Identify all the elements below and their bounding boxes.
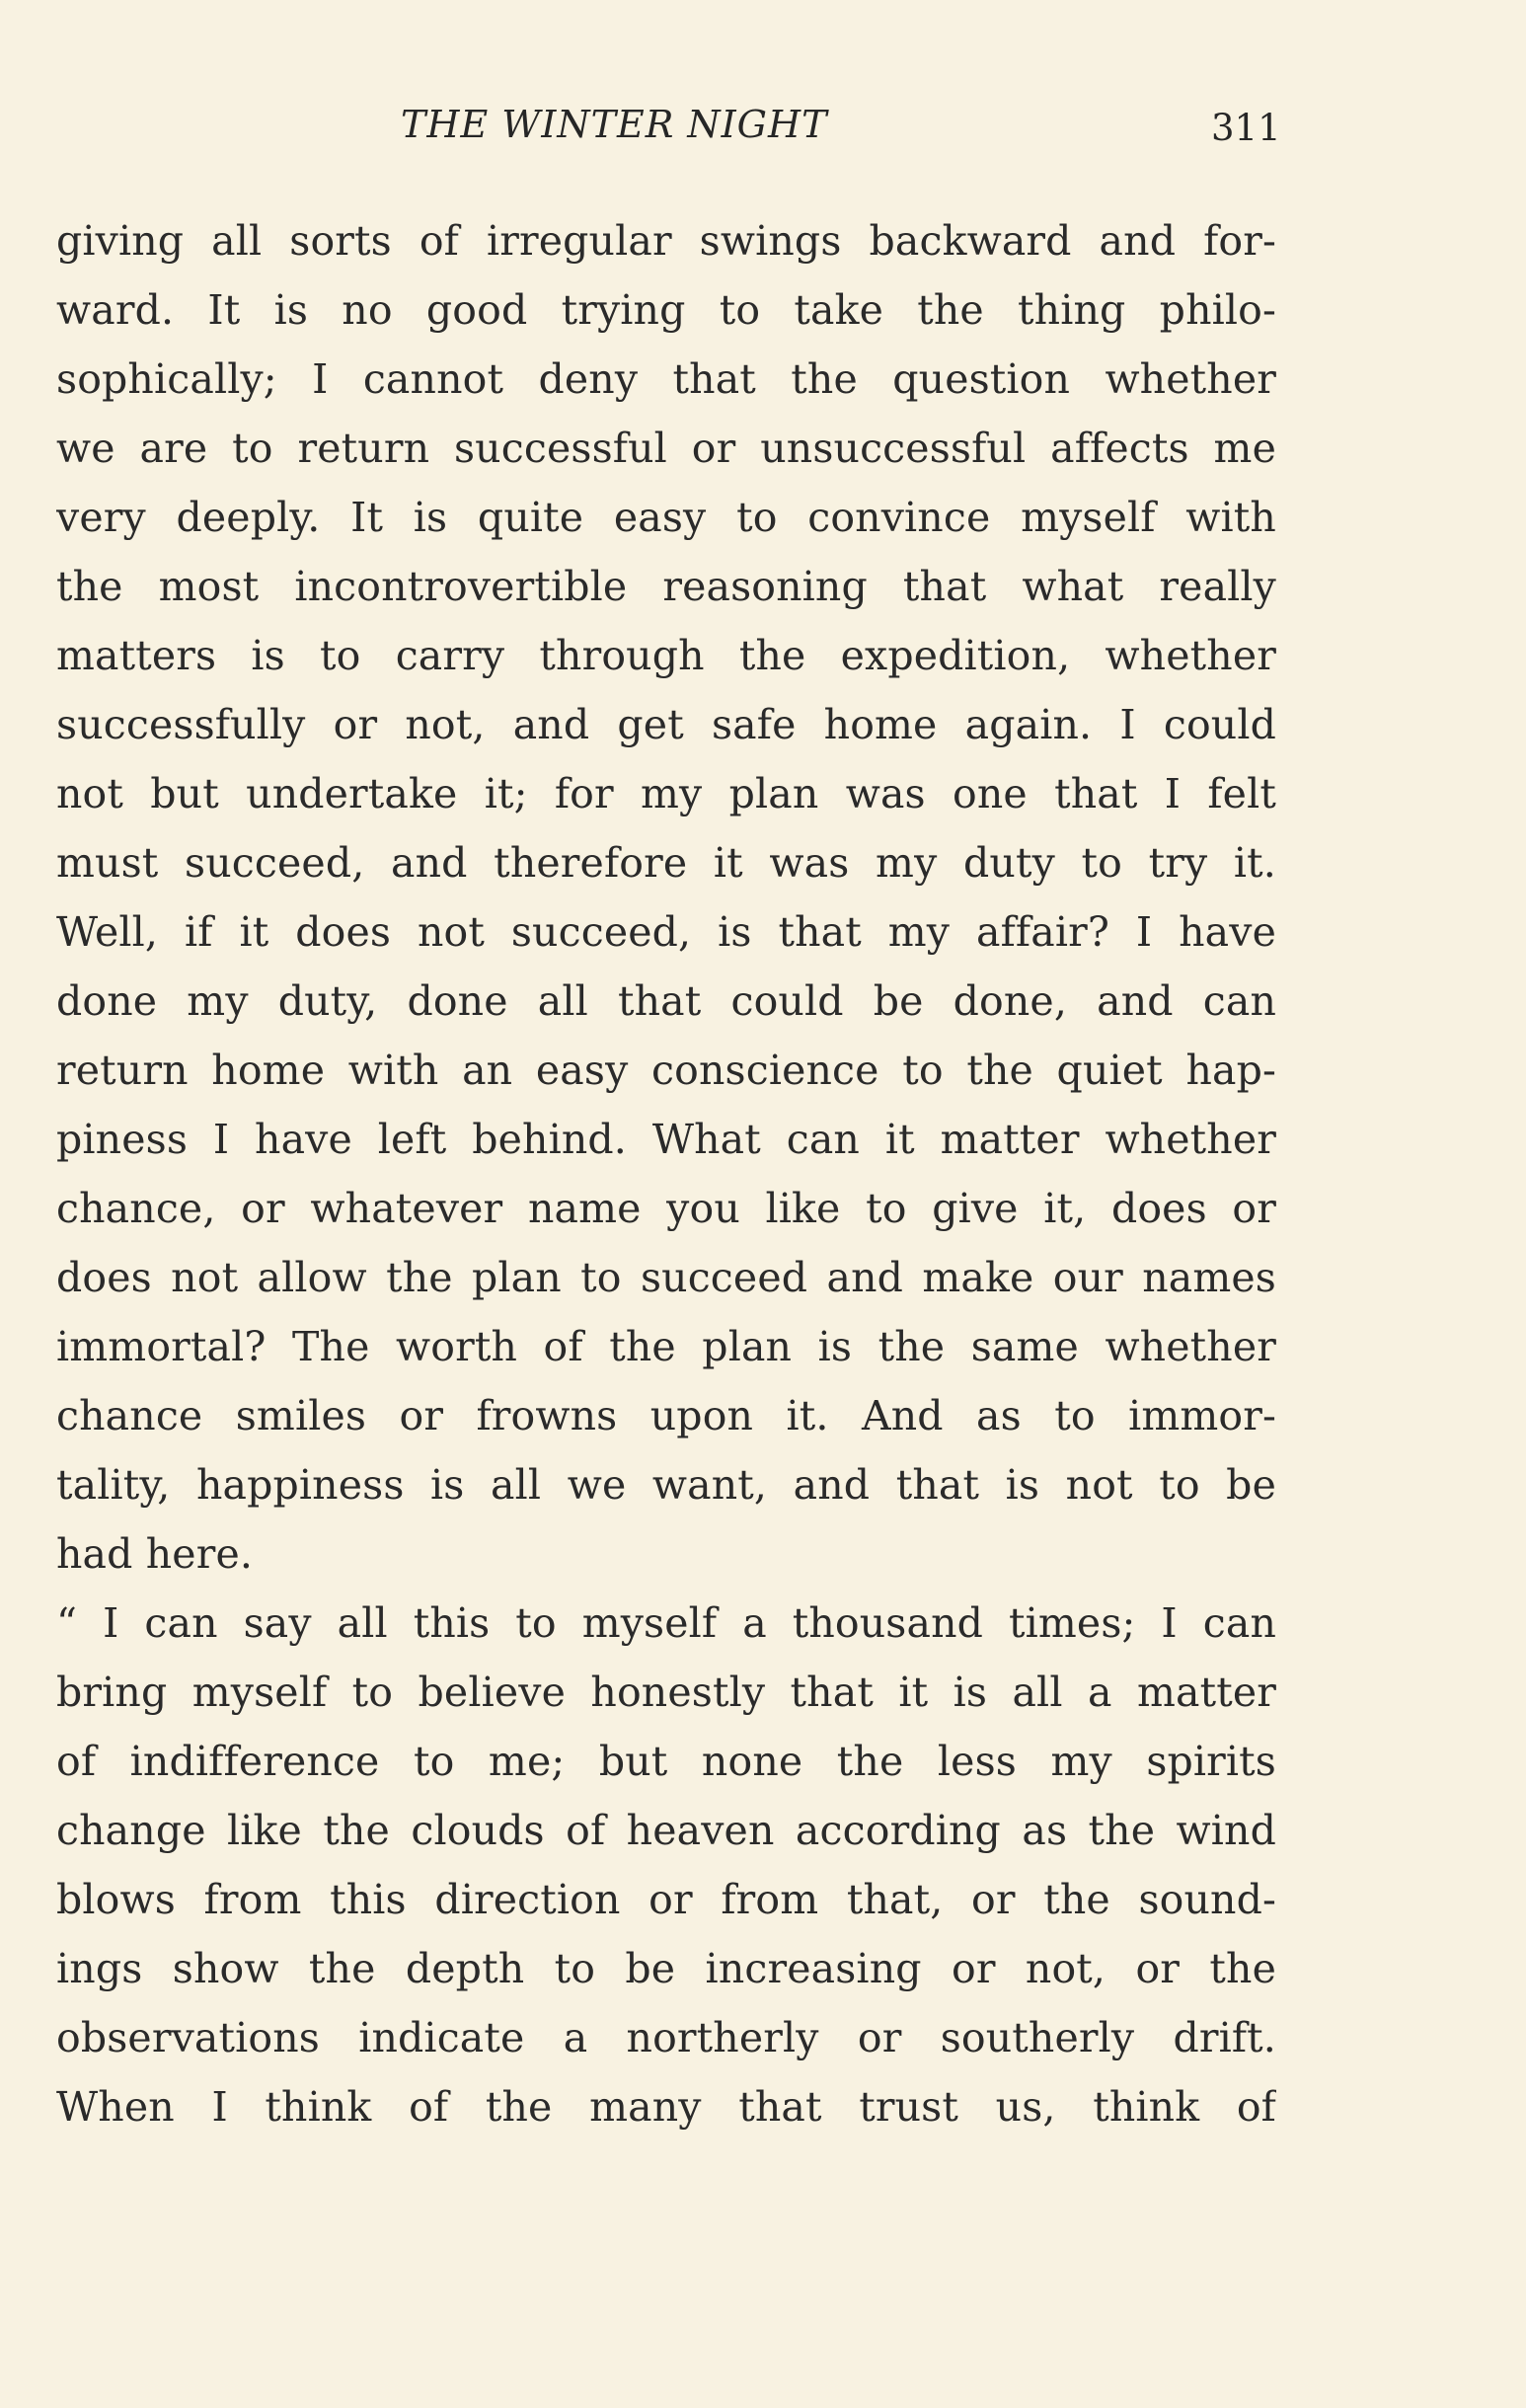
text-line: done my duty, done all that could be done, and can (56, 977, 1276, 1025)
text-line: blows from this direction or from that, or the sound- (56, 1876, 1276, 1923)
text-line: of indifference to me; but none the less my spirits (56, 1738, 1276, 1785)
text-line: must succeed, and therefore it was my duty to try it. (56, 839, 1276, 887)
text-line: the most incontrovertible reasoning that what really (56, 563, 1276, 610)
text-line: had here. (56, 1530, 254, 1578)
text-line: “ I can say all this to myself a thousand times; I can (56, 1599, 1276, 1647)
text-line: bring myself to believe honestly that it is all a matter (56, 1669, 1276, 1716)
text-line: matters is to carry through the expedition, whether (56, 632, 1276, 679)
text-line: chance, or whatever name you like to give it, does or (56, 1185, 1276, 1232)
text-line: ings show the depth to be increasing or not, or the (56, 1945, 1276, 1992)
page-number: 311 (1211, 107, 1281, 149)
text-line: successfully or not, and get safe home again. I could (56, 701, 1276, 748)
text-line: chance smiles or frowns upon it. And as to immor- (56, 1392, 1276, 1439)
text-line: return home with an easy conscience to the quiet hap- (56, 1047, 1276, 1094)
text-line: Well, if it does not succeed, is that my affair? I have (56, 908, 1276, 956)
text-line: giving all sorts of irregular swings backward and for- (56, 217, 1276, 265)
body-text (56, 206, 1276, 2141)
text-line: When I think of the many that trust us, think of (56, 2083, 1276, 2131)
text-line: not but undertake it; for my plan was one that I felt (56, 770, 1276, 817)
text-line: tality, happiness is all we want, and that is not to be (56, 1461, 1276, 1509)
text-line: we are to return successful or unsuccessful affects me (56, 425, 1276, 472)
text-line: observations indicate a northerly or southerly drift. (56, 2014, 1276, 2061)
text-line: sophically; I cannot deny that the question whether (56, 355, 1276, 403)
text-line: very deeply. It is quite easy to convince myself with (56, 494, 1276, 541)
running-title: THE WINTER NIGHT (401, 103, 828, 146)
text-line: ward. It is no good trying to take the thing philo- (56, 286, 1276, 334)
text-line: immortal? The worth of the plan is the same whether (56, 1323, 1276, 1370)
text-line: piness I have left behind. What can it matter whether (56, 1116, 1276, 1163)
text-line: does not allow the plan to succeed and make our names (56, 1254, 1276, 1301)
text-line: change like the clouds of heaven according as the wind (56, 1807, 1276, 1854)
